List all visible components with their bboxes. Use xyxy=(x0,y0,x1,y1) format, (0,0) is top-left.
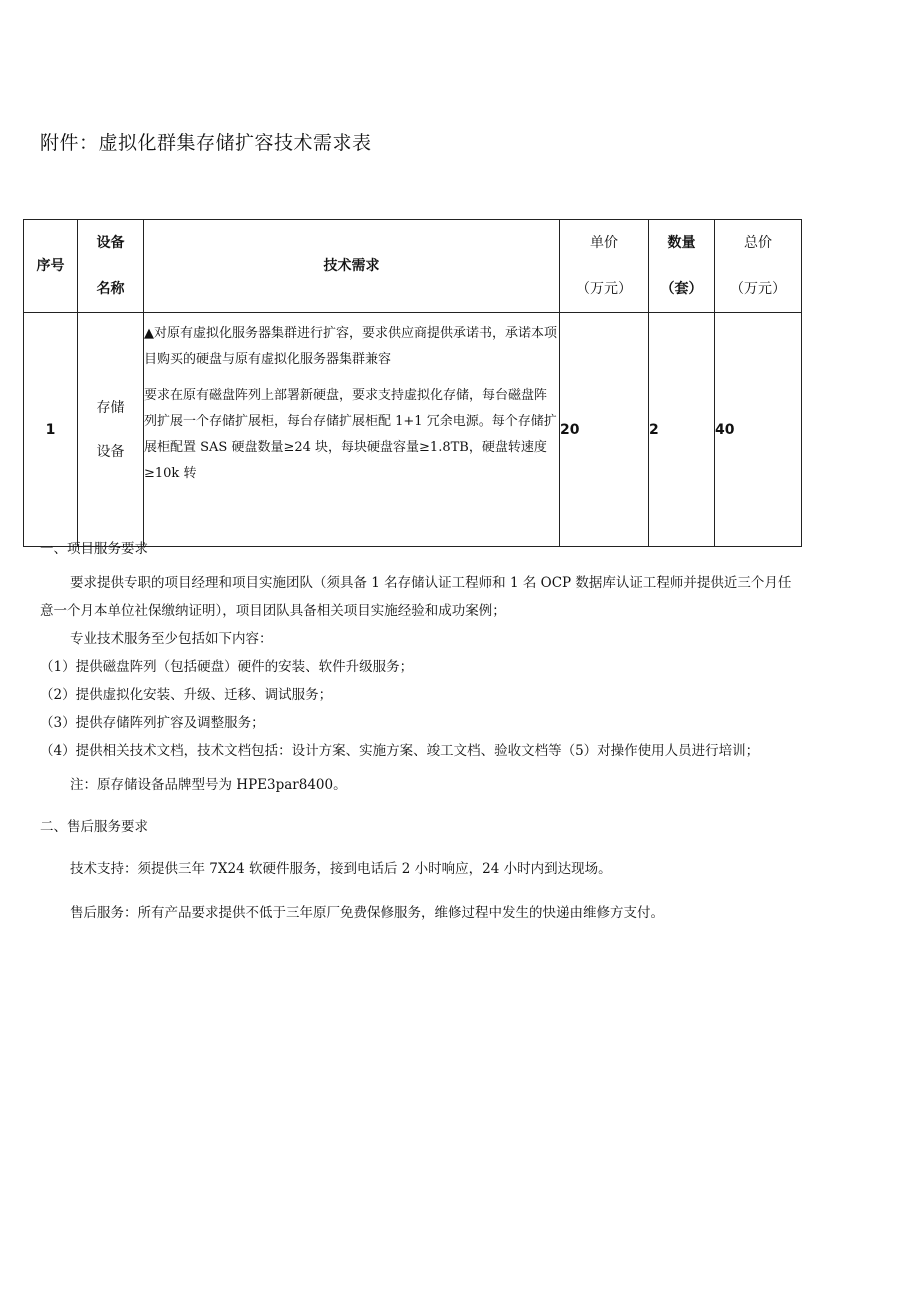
row-seq: 1 xyxy=(24,313,78,547)
row-device-name xyxy=(78,313,144,547)
header-unit-price-line1: 单价 xyxy=(590,235,618,251)
service-item-1: （1）提供磁盘阵列（包括硬盘）硬件的安装、软件升级服务； xyxy=(40,659,414,675)
header-total-line2: （万元） xyxy=(730,281,786,297)
service-item-2: （2）提供虚拟化安装、升级、迁移、调试服务； xyxy=(40,687,333,703)
table-header-row xyxy=(24,220,802,313)
header-quantity xyxy=(649,220,715,313)
header-device-name-line2: 名称 xyxy=(96,281,125,297)
requirement-paragraph-2: 要求在原有磁盘阵列上部署新硬盘，要求支持虚拟化存储，每台磁盘阵列扩展一个存储扩展柜，每台存储扩展柜配 1+1 冗余电源。每个存储扩展柜配置 SAS 硬盘数量≥24 块，每块硬盘容量≥1.8TB，硬盘转速度≥10k 转 xyxy=(144,388,557,481)
header-seq: 序号 xyxy=(24,220,78,313)
row-total: 40 xyxy=(715,313,802,547)
service-item-3: （3）提供存储阵列扩容及调整服务； xyxy=(40,715,265,731)
table-row xyxy=(24,313,802,547)
row-device-name-line2: 设备 xyxy=(96,443,125,460)
header-unit-price-line2: （万元） xyxy=(576,281,632,297)
header-total-line1: 总价 xyxy=(744,235,772,251)
page-title: 附件：虚拟化群集存储扩容技术需求表 xyxy=(40,132,372,154)
header-quantity-line2: （套） xyxy=(660,281,703,297)
header-device-name xyxy=(78,220,144,313)
section2-heading: 二、售后服务要求 xyxy=(40,819,148,835)
row-quantity: 2 xyxy=(649,313,715,547)
section2-paragraph-1: 技术支持：须提供三年 7X24 软硬件服务，接到电话后 2 小时响应，24 小时内到达现场。 xyxy=(70,861,612,877)
section1-paragraph-1: 要求提供专职的项目经理和项目实施团队（须具备 1 名存储认证工程师和 1 名 OCP 数据库认证工程师并提供近三个月任意一个月本单位社保缴纳证明），项目团队具备相关项目实施经验和成功案例； xyxy=(40,575,792,619)
section1-note: 注：原存储设备品牌型号为 HPE3par8400。 xyxy=(70,777,347,793)
row-requirement xyxy=(144,313,560,547)
requirement-paragraph-1: ▲对原有虚拟化服务器集群进行扩容，要求供应商提供承诺书，承诺本项目购买的硬盘与原有虚拟化服务器集群兼容 xyxy=(144,326,557,367)
section2-paragraph-2: 售后服务：所有产品要求提供不低于三年原厂免费保修服务，维修过程中发生的快递由维修方支付。 xyxy=(70,905,664,921)
header-requirement: 技术需求 xyxy=(144,220,560,313)
row-unit-price: 20 xyxy=(560,313,649,547)
requirements-table xyxy=(23,219,802,547)
header-device-name-line1: 设备 xyxy=(96,235,125,251)
service-item-4: （4）提供相关技术文档，技术文档包括：设计方案、实施方案、竣工文档、验收文档等（5）对操作使用人员进行培训； xyxy=(40,743,760,759)
section1-paragraph-2: 专业技术服务至少包括如下内容： xyxy=(70,631,273,647)
header-quantity-line1: 数量 xyxy=(667,235,696,251)
row-device-name-line1: 存储 xyxy=(96,399,125,416)
header-unit-price xyxy=(560,220,649,313)
section1-heading: 一、项目服务要求 xyxy=(40,541,148,557)
header-total xyxy=(715,220,802,313)
body-text xyxy=(40,535,800,927)
